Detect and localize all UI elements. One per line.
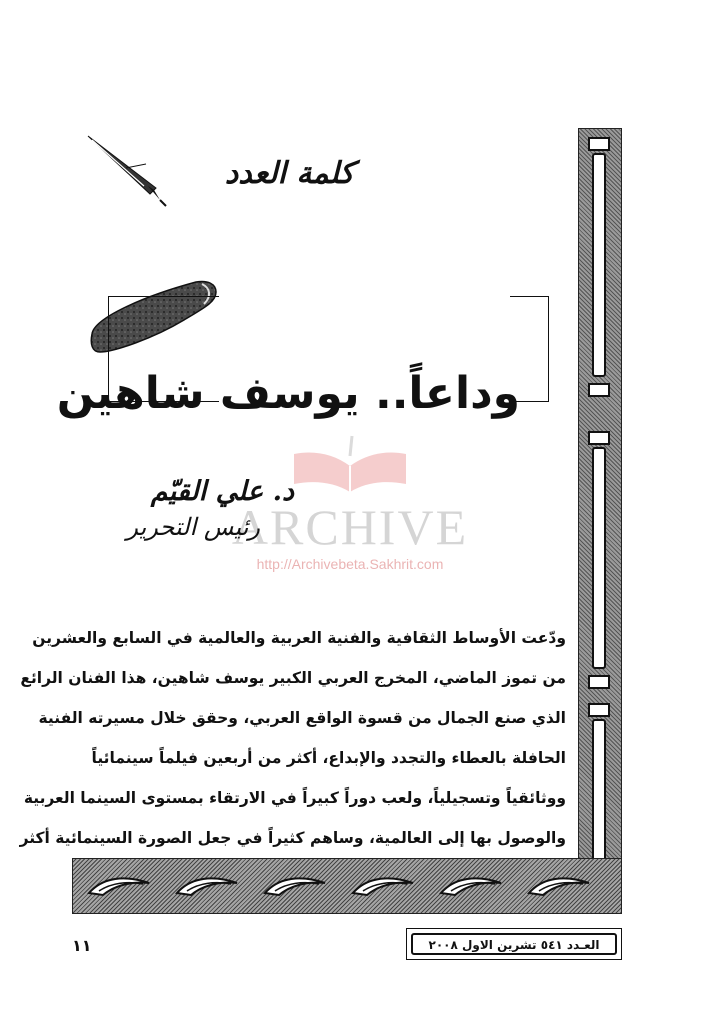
bottom-ornament-band <box>72 858 622 914</box>
leaf-ornament-icon <box>261 873 331 899</box>
watermark-url: http://Archivebeta.Sakhrit.com <box>256 556 444 572</box>
border-panel <box>592 153 606 377</box>
body-line: والوصول بها إلى العالمية، وساهم كثيراً في جعل الصورة السينمائية أكثر <box>19 829 566 847</box>
body-line: من تموز الماضي، المخرج العربي الكبير يوسف شاهين، هذا الفنان الرائع <box>20 669 566 687</box>
border-knot <box>588 703 610 717</box>
border-knot <box>588 383 610 397</box>
author-block <box>104 474 294 558</box>
border-panel <box>592 447 606 669</box>
border-knot <box>588 431 610 445</box>
leaf-ornament-icon <box>349 873 419 899</box>
body-line: ودّعت الأوساط الثقافية والفنية العربية والعالمية في السابع والعشرين <box>32 629 566 647</box>
border-knot <box>588 675 610 689</box>
issue-box <box>406 928 622 960</box>
open-book-logo-icon <box>290 432 410 502</box>
author-name: د. علي القيّم <box>150 476 294 507</box>
leaf-ornament-icon <box>173 873 243 899</box>
page-number: ١١ <box>72 936 92 955</box>
body-line: الذي صنع الجمال من قسوة الواقع العربي، وحقق خلال مسيرته الفنية <box>38 709 566 727</box>
author-role: رئيس التحرير <box>126 513 260 541</box>
article-body <box>19 618 566 864</box>
right-decorative-border <box>578 128 622 914</box>
leaf-ornament-icon <box>437 873 507 899</box>
article-title: وداعاً.. يوسف شاهين <box>56 368 520 419</box>
issue-label: العـدد ٥٤١ تشرين الاول ٢٠٠٨ <box>411 933 617 955</box>
column-header <box>86 128 356 218</box>
body-line: الحافلة بالعطاء والتجدد والإبداع، أكثر من أربعين فيلماً سينمائياً <box>91 749 566 767</box>
column-name: كلمة العدد <box>224 156 354 191</box>
border-knot <box>588 137 610 151</box>
watermark-text: ARCHIVE <box>231 499 469 555</box>
body-line: ووثائقياً وتسجيلياً، ولعب دوراً كبيراً في الارتقاء بمستوى السينما العربية <box>23 789 566 807</box>
leaf-ornament-icon <box>525 873 595 899</box>
leaf-ornament-icon <box>85 873 155 899</box>
